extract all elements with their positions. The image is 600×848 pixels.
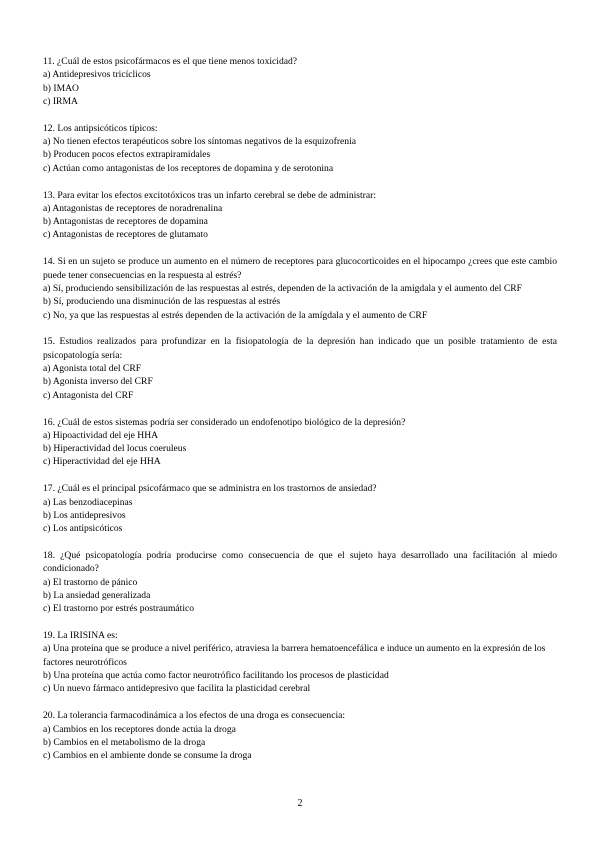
question-12 (43, 122, 557, 175)
option-a: a) Hipoactividad del eje HHA (43, 429, 159, 441)
question-19 (43, 629, 557, 695)
option-b: b) La ansiedad generalizada (43, 589, 151, 601)
option-a: a) Agonista total del CRF (43, 363, 142, 375)
question-text: 18. ¿Qué psicopatología podría producirse como consecuencia de que el sujeto haya desarrollado una facilitación al miedo condicionado? (43, 550, 557, 575)
option-a: a) Una proteína que se produce a nivel periférico, atraviesa la barrera hematoencefálica e induce un aumento en la expresión de los factores neurotróficos (43, 643, 546, 668)
option-c: c) Hiperactividad del eje HHA (43, 456, 161, 468)
question-20 (43, 709, 557, 762)
option-c: c) No, ya que las respuestas al estrés dependen de la activación de la amígdala y el aumento de CRF (43, 309, 428, 321)
option-b: b) Cambios en el metabolismo de la droga (43, 736, 206, 748)
question-text: 15. Estudios realizados para profundizar en la fisiopatología de la depresión han indicado que un posible tratamiento de esta psicopatología sería: (43, 336, 557, 361)
question-18 (43, 549, 557, 615)
question-14 (43, 255, 557, 321)
question-text: 13. Para evitar los efectos excitotóxicos tras un infarto cerebral se debe de administrar: (43, 189, 376, 201)
question-list (43, 55, 557, 776)
option-a: a) No tienen efectos terapéuticos sobre los síntomas negativos de la esquizofrenia (43, 136, 357, 148)
question-16 (43, 416, 557, 469)
question-text: 12. Los antipsicóticos típicos: (43, 122, 158, 134)
option-b: b) Antagonistas de receptores de dopamina (43, 216, 208, 228)
question-13 (43, 189, 557, 242)
option-a: a) Antidepresivos tricíclicos (43, 69, 151, 81)
option-c: c) Cambios en el ambiente donde se consume la droga (43, 750, 252, 762)
option-a: a) El trastorno de pánico (43, 576, 138, 588)
option-a: a) Antagonistas de receptores de noradrenalina (43, 202, 223, 214)
option-b: b) Agonista inverso del CRF (43, 376, 153, 388)
question-17 (43, 482, 557, 535)
question-text: 17. ¿Cuál es el principal psicofármaco que se administra en los trastornos de ansiedad? (43, 483, 377, 495)
option-c: c) Actúan como antagonistas de los receptores de dopamina y de serotonina (43, 162, 334, 174)
option-a: a) Sí, produciendo sensibilización de las respuestas al estrés, dependen de la activación de la amígdala y el aumento del CRF (43, 282, 523, 294)
option-a: a) Cambios en los receptores donde actúa la droga (43, 723, 236, 735)
option-b: b) Los antidepresivos (43, 509, 126, 521)
question-text: 20. La tolerancia farmacodinámica a los efectos de una droga es consecuencia: (43, 710, 346, 722)
question-text: 19. La IRISINA es: (43, 630, 118, 642)
question-15 (43, 335, 557, 401)
option-c: c) Antagonista del CRF (43, 389, 134, 401)
option-c: c) Los antipsicóticos (43, 523, 123, 535)
option-c: c) Antagonistas de receptores de glutamato (43, 229, 208, 241)
option-c: c) Un nuevo fármaco antidepresivo que facilita la plasticidad cerebral (43, 683, 311, 695)
option-b: b) Sí, produciendo una disminución de las respuestas al estrés (43, 296, 281, 308)
question-11 (43, 55, 557, 108)
question-text: 11. ¿Cuál de estos psicofármacos es el que tiene menos toxicidad? (43, 56, 298, 67)
option-b: b) Producen pocos efectos extrapiramidales (43, 149, 211, 161)
option-a: a) Las benzodiacepinas (43, 496, 133, 508)
option-c: c) IRMA (43, 95, 78, 107)
option-b: b) Hiperactividad del locus coeruleus (43, 443, 187, 455)
page-number: 2 (297, 798, 303, 809)
question-text: 16. ¿Cuál de estos sistemas podría ser considerado un endofenotipo biológico de la depresión? (43, 416, 406, 428)
option-b: b) IMAO (43, 82, 79, 94)
option-c: c) El trastorno por estrés postraumático (43, 603, 195, 615)
question-text: 14. Si en un sujeto se produce un aumento en el número de receptores para glucocorticoides en el hipocampo ¿crees que este cambio puede tener consecuencias en la respuesta al estrés? (43, 256, 557, 281)
option-b: b) Una proteína que actúa como factor neurotrófico facilitando los procesos de plasticidad (43, 670, 389, 682)
